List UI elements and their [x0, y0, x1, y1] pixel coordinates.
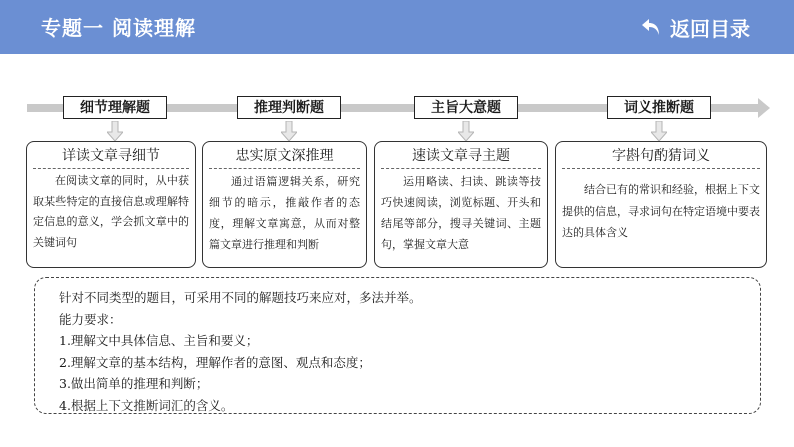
note-item: 3.做出简单的推理和判断； [59, 376, 209, 391]
card-body: 运用略读、扫读、跳读等技巧快速阅读，浏览标题、开头和结尾等部分，搜寻关键词、主题句，掌握文章大意 [381, 175, 541, 251]
back-arrow-icon [640, 16, 662, 38]
card-word-meaning [555, 141, 767, 268]
down-arrow-icon [458, 121, 474, 141]
chip-detail: 细节理解题 [63, 96, 167, 119]
card-inference [202, 141, 367, 268]
down-arrow-icon [651, 121, 667, 141]
note-item: 1.理解文中具体信息、主旨和要义； [59, 333, 259, 348]
down-arrow-icon [281, 121, 297, 141]
ability-requirements-box [34, 277, 761, 414]
card-detail [26, 141, 196, 268]
card-body: 结合已有的常识和经验，根据上下文提供的信息，寻求词句在特定语境中要表达的具体含义 [562, 183, 760, 239]
down-arrow-icon [107, 121, 123, 141]
card-title: 速读文章寻主题 [412, 148, 510, 164]
note-heading: 能力要求： [59, 311, 122, 327]
page-title: 专题一 阅读理解 [41, 16, 196, 40]
card-title: 忠实原文深推理 [235, 148, 334, 164]
card-title: 详读文章寻细节 [62, 148, 160, 164]
card-body: 在阅读文章的同时，从中获取某些特定的直接信息或理解特定信息的意义，学会抓文章中的关键词句 [33, 174, 189, 249]
card-main-idea [374, 141, 548, 268]
note-item: 4.根据上下文推断词汇的含义。 [59, 397, 234, 413]
header-bar [0, 0, 794, 54]
back-to-contents-button[interactable] [640, 12, 750, 42]
chip-inference: 推理判断题 [237, 96, 341, 119]
chip-word-meaning: 词义推断题 [607, 96, 711, 119]
back-to-contents-label: 返回目录 [670, 16, 750, 41]
card-body: 通过语篇逻辑关系，研究细节的暗示，推敲作者的态度，理解文章寓意，从而对整篇文章进行推理和判断 [209, 175, 360, 251]
note-item: 2.理解文章的基本结构，理解作者的意图、观点和态度； [59, 354, 371, 370]
chip-main-idea: 主旨大意题 [414, 96, 518, 119]
note-intro: 针对不同类型的题目，可采用不同的解题技巧来应对，多法并举。 [59, 290, 422, 305]
card-title: 字斟句酌猜词义 [612, 148, 710, 164]
